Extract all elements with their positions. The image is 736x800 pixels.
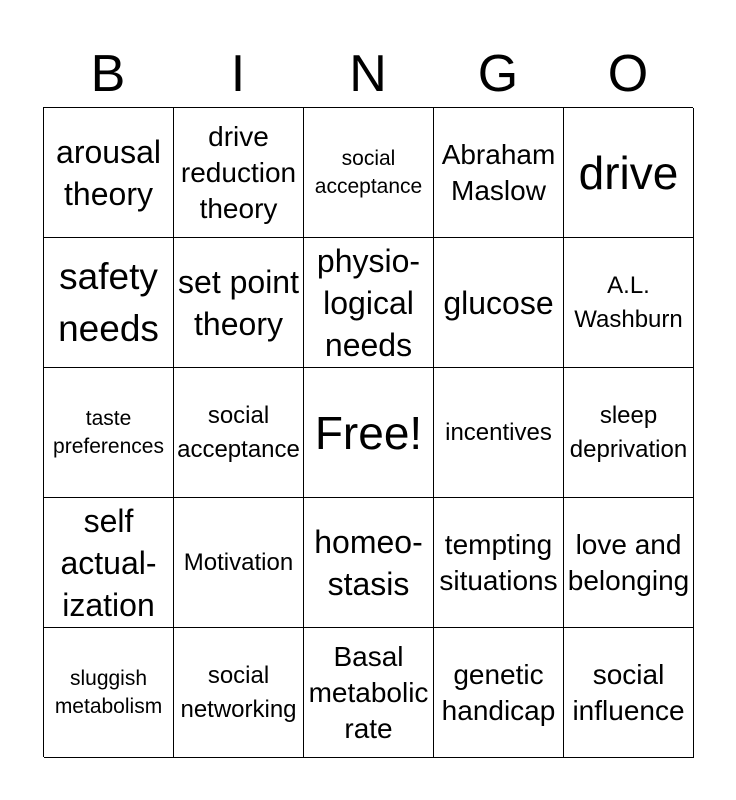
free-space-text: Free! — [314, 406, 423, 459]
bingo-card-grid — [43, 107, 693, 757]
header-letter-i: I — [230, 45, 246, 103]
cell-text: Basal metabolic rate — [308, 640, 429, 744]
bingo-cell[interactable] — [44, 498, 174, 628]
bingo-cell[interactable] — [434, 368, 564, 498]
header-letter-n: N — [349, 45, 387, 103]
bingo-cell[interactable] — [564, 498, 694, 628]
header-letter-b: B — [90, 45, 126, 103]
bingo-cell[interactable] — [564, 628, 694, 758]
cell-text: genetic handicap — [441, 658, 556, 726]
cell-text: social acceptance — [314, 146, 423, 198]
bingo-cell[interactable] — [174, 368, 304, 498]
cell-text: drive reduction theory — [180, 120, 297, 224]
cell-text: self actual-ization — [60, 502, 157, 623]
cell-text: taste preferences — [53, 406, 164, 458]
cell-text: set point theory — [178, 263, 299, 342]
bingo-cell[interactable] — [564, 238, 694, 368]
cell-text: drive — [578, 146, 679, 199]
bingo-cell[interactable] — [434, 108, 564, 238]
bingo-cell[interactable] — [174, 108, 304, 238]
cell-text: safety needs — [58, 255, 159, 349]
free-space-cell[interactable] — [304, 368, 434, 498]
cell-text: social influence — [572, 658, 685, 726]
bingo-cell[interactable] — [304, 628, 434, 758]
cell-text: Abraham Maslow — [441, 138, 556, 206]
cell-text: social acceptance — [177, 401, 300, 463]
bingo-cell[interactable] — [44, 108, 174, 238]
bingo-cell[interactable] — [44, 368, 174, 498]
cell-text: love and belonging — [567, 528, 690, 596]
cell-text: social networking — [180, 661, 297, 723]
bingo-cell[interactable] — [174, 238, 304, 368]
bingo-cell[interactable] — [564, 368, 694, 498]
header-letter-g: G — [477, 45, 519, 103]
bingo-cell[interactable] — [434, 628, 564, 758]
bingo-header — [43, 40, 693, 108]
bingo-cell[interactable] — [434, 238, 564, 368]
bingo-cell[interactable] — [304, 238, 434, 368]
cell-text: sleep deprivation — [569, 401, 688, 463]
bingo-cell[interactable] — [434, 498, 564, 628]
cell-text: A.L. Washburn — [574, 271, 683, 333]
bingo-cell[interactable] — [174, 498, 304, 628]
bingo-cell[interactable] — [174, 628, 304, 758]
header-letter-o: O — [607, 45, 649, 103]
bingo-cell[interactable] — [44, 628, 174, 758]
bingo-cell[interactable] — [304, 498, 434, 628]
cell-text: Motivation — [183, 548, 294, 576]
cell-text: physio-logical needs — [316, 242, 421, 363]
cell-text: tempting situations — [439, 528, 558, 596]
bingo-cell[interactable] — [304, 108, 434, 238]
cell-text: glucose — [443, 284, 554, 321]
cell-text: sluggish metabolism — [54, 666, 163, 718]
bingo-cell[interactable] — [44, 238, 174, 368]
cell-text: arousal theory — [56, 133, 161, 212]
cell-text: incentives — [445, 418, 552, 446]
bingo-cell[interactable] — [564, 108, 694, 238]
cell-text: homeo-stasis — [314, 523, 423, 602]
